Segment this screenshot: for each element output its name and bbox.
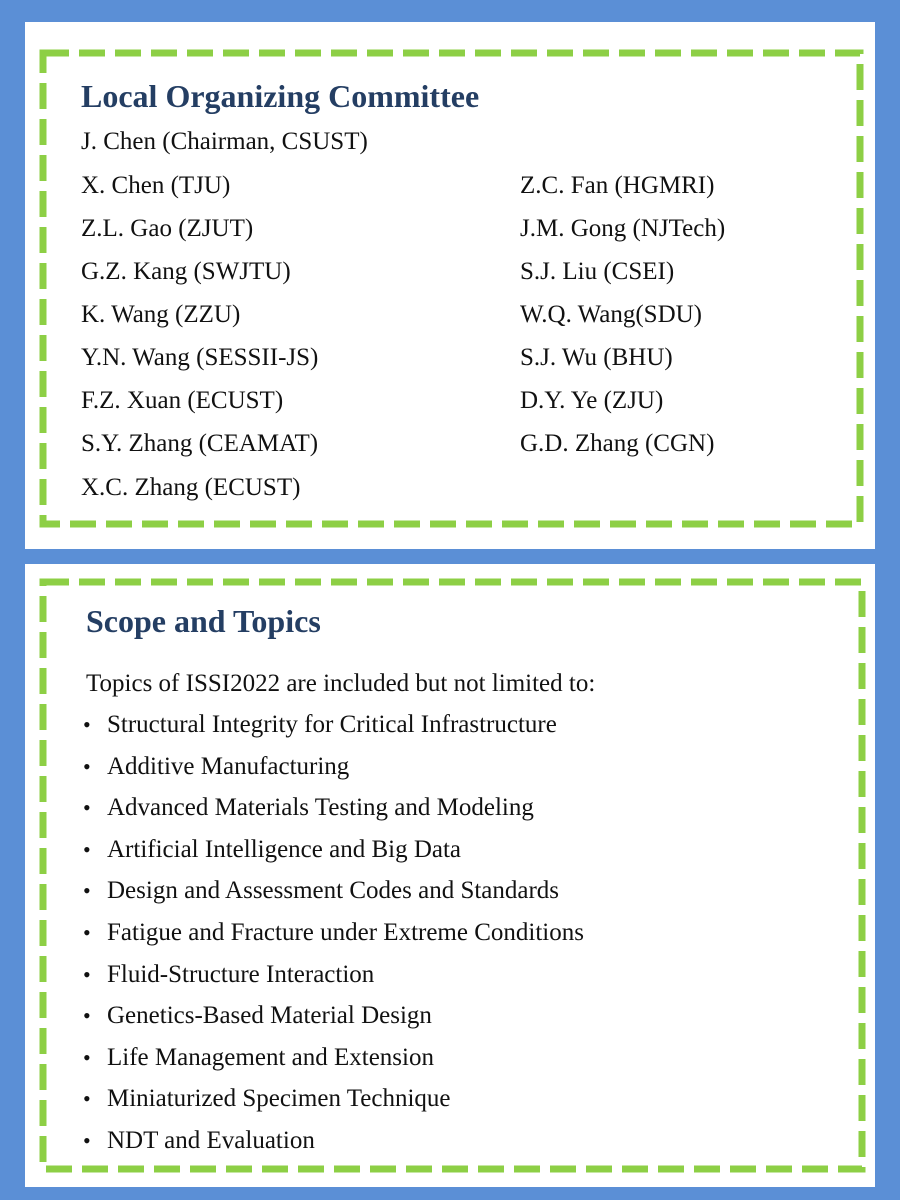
list-item — [83, 835, 584, 877]
committee-panel — [25, 22, 875, 549]
topic-label: NDT and Evaluation — [107, 1126, 315, 1154]
committee-member-left: Y.N. Wang (SESSII-JS) — [81, 344, 319, 371]
bullet-icon: • — [83, 1044, 91, 1070]
list-item — [83, 1126, 584, 1168]
committee-chair: J. Chen (Chairman, CSUST) — [81, 128, 368, 155]
list-item — [83, 1001, 584, 1043]
list-item — [83, 710, 584, 752]
topic-label: Design and Assessment Codes and Standards — [107, 877, 560, 905]
topics-list — [83, 710, 584, 1168]
bullet-icon: • — [83, 753, 91, 779]
topic-label: Miniaturized Specimen Technique — [107, 1085, 451, 1113]
committee-member-right: Z.C. Fan (HGMRI) — [520, 172, 715, 199]
list-item — [83, 918, 584, 960]
list-item — [83, 1043, 584, 1085]
committee-member-right: W.Q. Wang(SDU) — [520, 301, 703, 328]
topic-label: Artificial Intelligence and Big Data — [107, 835, 462, 863]
bullet-icon: • — [83, 961, 91, 987]
committee-title: Local Organizing Committee — [81, 78, 480, 114]
topic-label: Fatigue and Fracture under Extreme Conditions — [107, 918, 584, 946]
topic-label: Advanced Materials Testing and Modeling — [107, 794, 534, 822]
topic-label: Life Management and Extension — [107, 1043, 434, 1071]
bullet-icon: • — [83, 919, 91, 945]
bullet-icon: • — [83, 712, 91, 737]
committee-member-right: D.Y. Ye (ZJU) — [520, 387, 664, 414]
scope-panel — [25, 564, 875, 1187]
topic-label: Structural Integrity for Critical Infrastructure — [107, 711, 557, 738]
topic-label: Additive Manufacturing — [107, 752, 350, 780]
list-item — [83, 1084, 584, 1126]
committee-member-right: J.M. Gong (NJTech) — [520, 215, 726, 242]
committee-member-right: S.J. Liu (CSEI) — [520, 258, 675, 285]
committee-member-left: G.Z. Kang (SWJTU) — [81, 258, 291, 285]
committee-member-left: K. Wang (ZZU) — [81, 301, 241, 328]
topics-intro: Topics of ISSI2022 are included but not limited to: — [86, 670, 596, 697]
topic-label: Fluid-Structure Interaction — [107, 960, 375, 988]
topic-label: Genetics-Based Material Design — [107, 1002, 432, 1030]
committee-member-left: X. Chen (TJU) — [81, 172, 231, 199]
committee-member-right: G.D. Zhang (CGN) — [520, 430, 715, 457]
committee-member-left: F.Z. Xuan (ECUST) — [81, 387, 284, 414]
bullet-icon: • — [83, 1003, 91, 1029]
bullet-icon: • — [83, 795, 91, 821]
committee-member-left: X.C. Zhang (ECUST) — [81, 474, 301, 501]
bullet-icon: • — [83, 836, 91, 862]
list-item — [83, 752, 584, 794]
bullet-icon: • — [83, 878, 91, 904]
bullet-icon: • — [83, 1127, 91, 1153]
list-item — [83, 876, 584, 918]
committee-member-left: Z.L. Gao (ZJUT) — [81, 215, 254, 242]
list-item — [83, 793, 584, 835]
list-item — [83, 960, 584, 1002]
committee-member-right: S.J. Wu (BHU) — [520, 344, 673, 371]
scope-title: Scope and Topics — [86, 603, 321, 639]
committee-member-left: S.Y. Zhang (CEAMAT) — [81, 430, 319, 457]
bullet-icon: • — [83, 1086, 91, 1112]
